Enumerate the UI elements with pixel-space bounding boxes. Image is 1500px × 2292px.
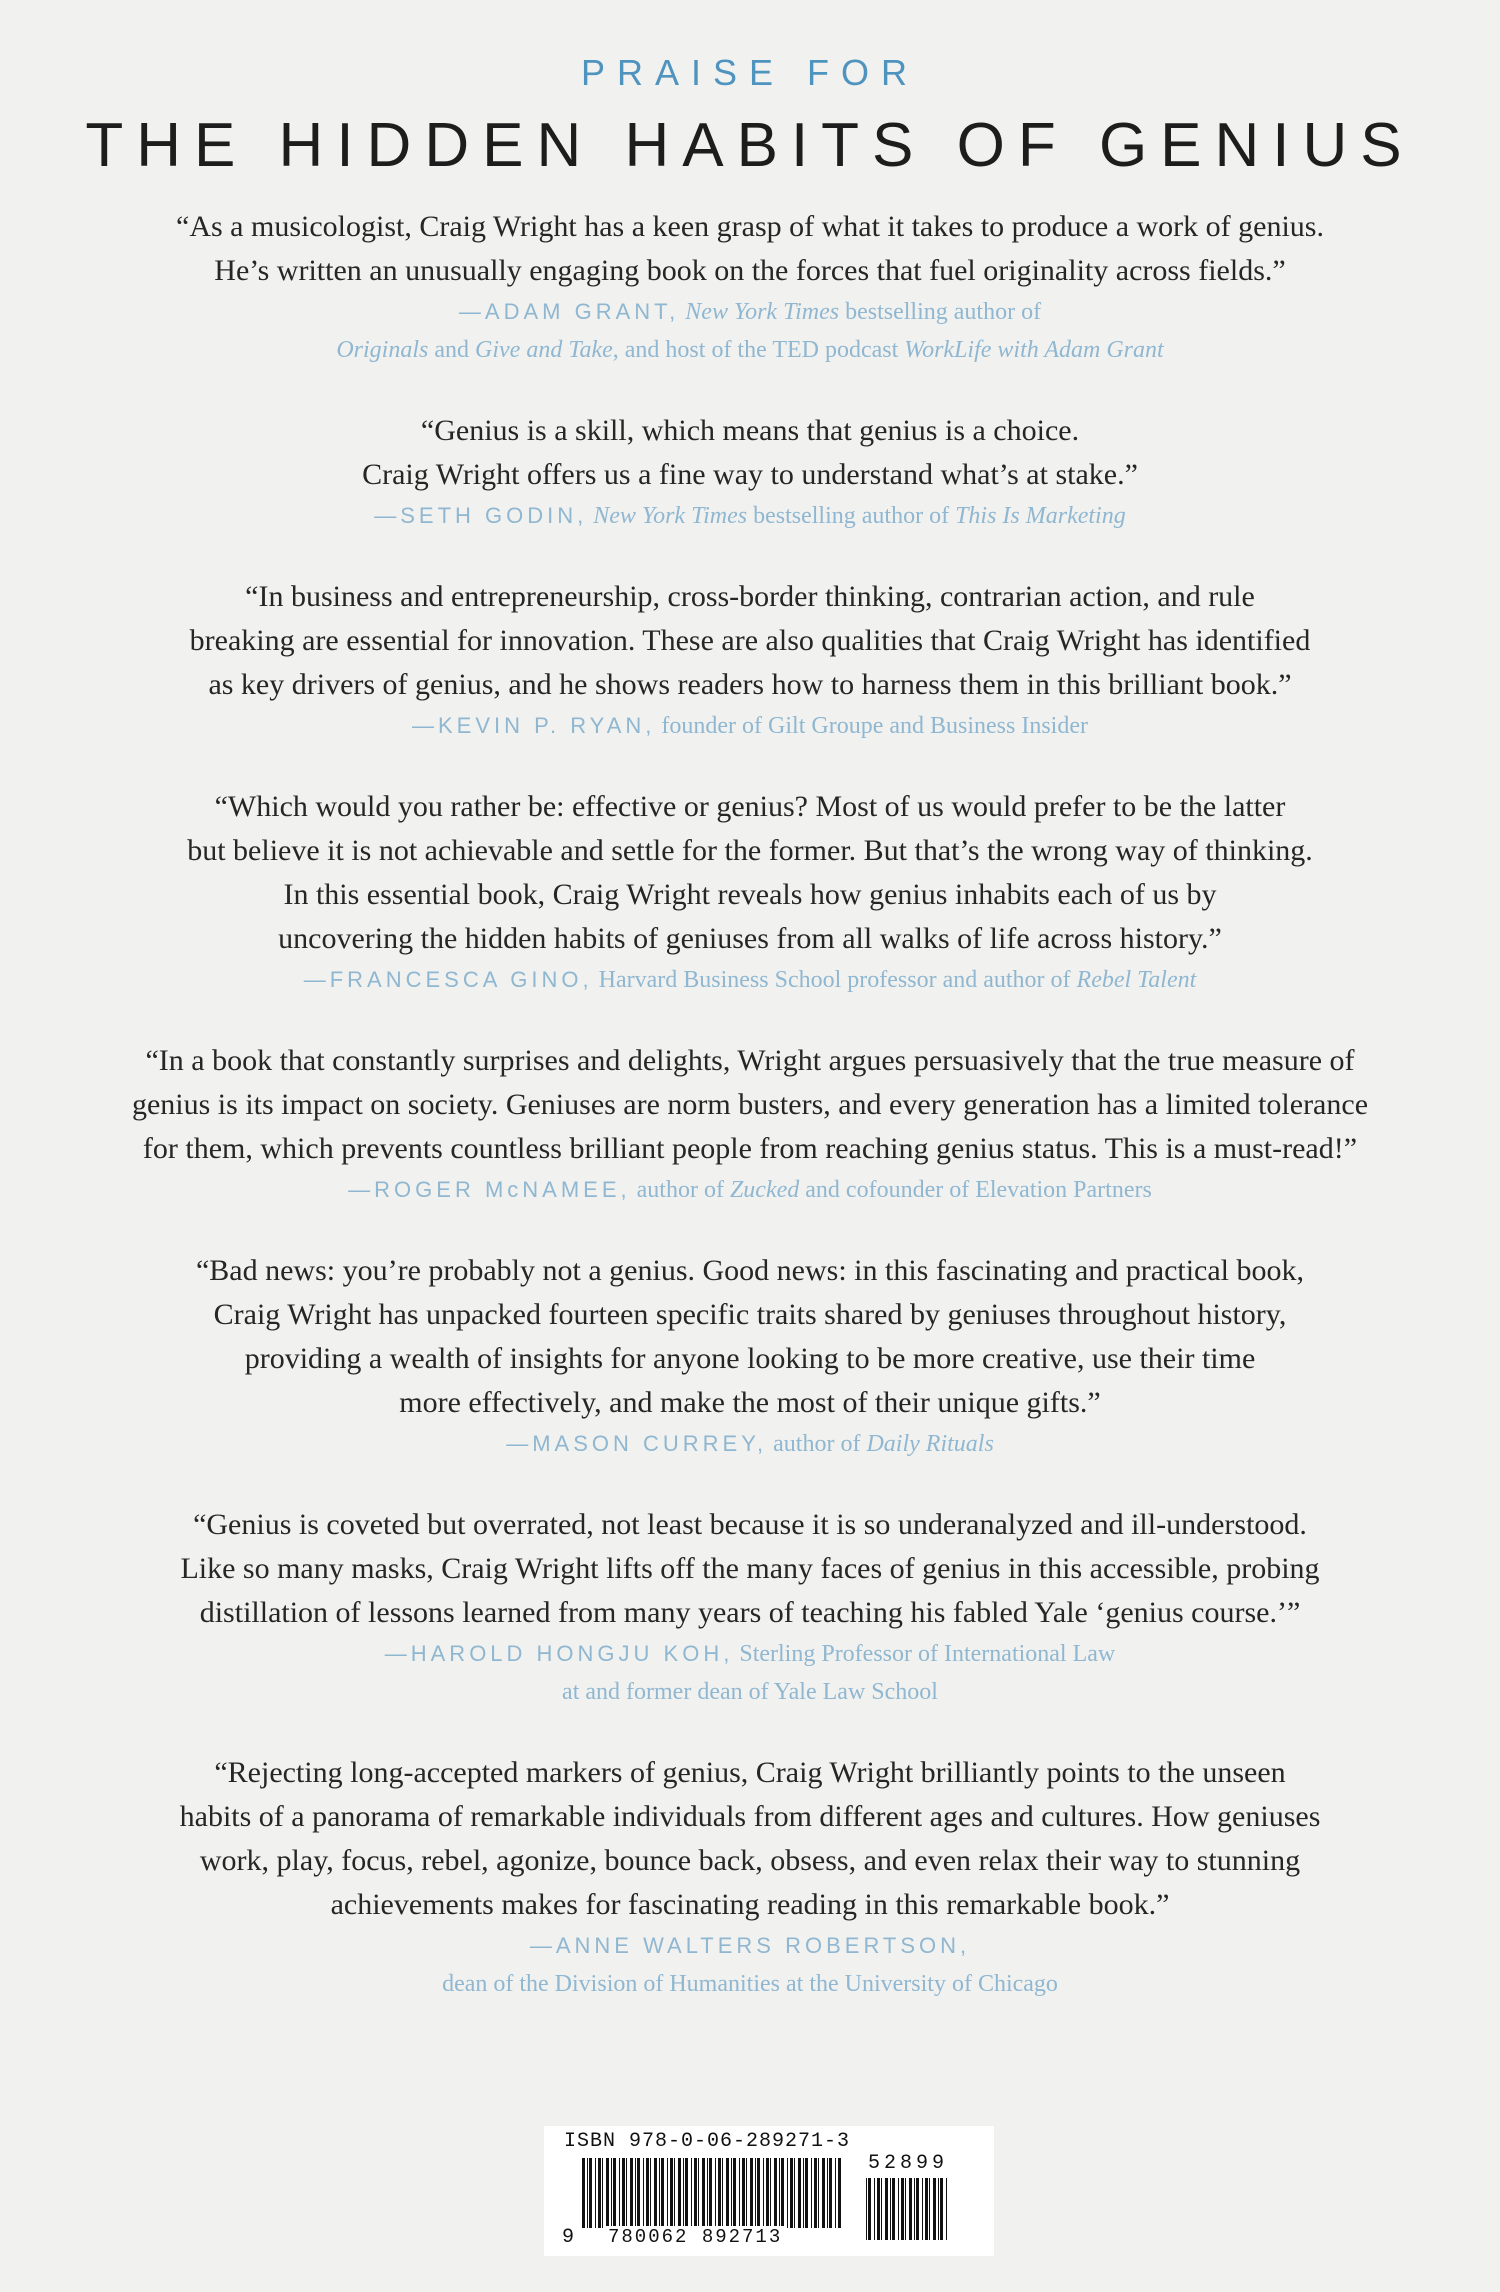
quote-line: habits of a panorama of remarkable individuals from different ages and cultures. How geniuses [179,1800,1321,1833]
quote-line: “In a book that constantly surprises and delights, Wright argues persuasively that the true measure of [145,1044,1355,1077]
blurb-attribution [110,1635,1390,1711]
attribution-text: and [428,337,476,363]
attribution-line [110,497,1390,535]
blurb-quote [110,1503,1390,1635]
quote-line: “As a musicologist, Craig Wright has a keen grasp of what it takes to produce a work of genius. [176,210,1324,243]
quote-line: Craig Wright offers us a fine way to understand what’s at stake.” [362,458,1138,491]
quote-line: “In business and entrepreneurship, cross-border thinking, contrarian action, and rule [245,580,1255,613]
attribution-italic: Originals [336,337,429,363]
attribution-line [110,293,1390,331]
blurb-attribution [110,707,1390,745]
attribution-text: and cofounder of Elevation Partners [799,1177,1152,1203]
quote-line: genius is its impact on society. Geniuses are norm busters, and every generation has a limited tolerance [131,1088,1369,1121]
blurb-quote [110,1249,1390,1425]
blurb-quote [110,409,1390,497]
praise-for-heading: PRAISE FOR [580,52,920,93]
barcode-first-digit: 9 [562,2226,575,2249]
isbn-number: ISBN 978-0-06-289271-3 [564,2130,851,2153]
blurb-quote [110,1039,1390,1171]
attribution-text: founder of Gilt Groupe and Business Insider [661,713,1088,739]
blurb-anne-robertson [110,1751,1390,2003]
blurb-quote [110,205,1390,293]
attribution-italic: This Is Marketing [955,503,1126,529]
attribution-italic: Rebel Talent [1076,967,1197,993]
attribution-name: —ANNE WALTERS ROBERTSON, [529,1933,971,1958]
quote-line: “Bad news: you’re probably not a genius. Good news: in this fascinating and practical book, [195,1254,1305,1287]
book-title: THE HIDDEN HABITS OF GENIUS [85,111,1415,180]
blurb-attribution [110,961,1390,999]
attribution-italic: WorkLife with Adam Grant [904,337,1164,363]
quote-line: more effectively, and make the most of their unique gifts.” [399,1386,1101,1419]
attribution-text: bestselling author of [747,503,956,529]
attribution-italic: Give and Take [475,337,613,363]
attribution-italic: Zucked [729,1177,800,1203]
attribution-line [110,1171,1390,1209]
blurb-quote [110,1751,1390,1927]
quote-line: “Genius is coveted but overrated, not least because it is so underanalyzed and ill-understood. [193,1508,1307,1541]
attribution-italic: Daily Rituals [866,1431,994,1457]
attribution-text: Harvard Business School professor and author of [598,967,1077,993]
quote-line: “Which would you rather be: effective or genius? Most of us would prefer to be the latter [214,790,1286,823]
attribution-text: bestselling author of [839,299,1042,325]
price-barcode-bars-icon [866,2178,948,2240]
barcode-digits: 780062 892713 [608,2226,783,2248]
quote-line: He’s written an unusually engaging book on the forces that fuel originality across fields.” [214,254,1286,287]
attribution-line: at and former dean of Yale Law School [562,1679,938,1705]
quote-line: achievements makes for fascinating reading in this remarkable book.” [330,1888,1170,1921]
blurb-harold-koh [110,1503,1390,1711]
quote-line: providing a wealth of insights for anyone looking to be more creative, use their time [244,1342,1256,1375]
attribution-line [110,1635,1390,1673]
blurb-quote [110,785,1390,961]
attribution-line [110,1425,1390,1463]
quote-line: Like so many masks, Craig Wright lifts off the many faces of genius in this accessible, probing [180,1552,1320,1585]
blurb-seth-godin [110,409,1390,535]
blurb-attribution [110,1927,1390,2003]
quote-line: In this essential book, Craig Wright reveals how genius inhabits each of us by [283,878,1217,911]
quote-line: work, play, focus, rebel, agonize, bounce back, obsess, and even relax their way to stunning [199,1844,1301,1877]
attribution-text: author of [773,1431,867,1457]
quote-line: as key drivers of genius, and he shows readers how to harness them in this brilliant book.” [208,668,1292,701]
attribution-line [110,1927,1390,1965]
attribution-name: —FRANCESCA GINO, [303,967,593,992]
blurb-adam-grant [110,205,1390,369]
attribution-italic: New York Times [685,299,840,325]
blurb-attribution [110,1425,1390,1463]
quote-line: distillation of lessons learned from many years of teaching his fabled Yale ‘genius course.’” [199,1596,1301,1629]
attribution-text: , and host of the TED podcast [612,337,905,363]
attribution-name: —MASON CURREY, [506,1431,768,1456]
blurb-attribution [110,293,1390,369]
quote-line: but believe it is not achievable and settle for the former. But that’s the wrong way of thinking. [187,834,1313,867]
quote-line: “Rejecting long-accepted markers of genius, Craig Wright brilliantly points to the unseen [214,1756,1286,1789]
attribution-italic: New York Times [593,503,748,529]
blurb-list [110,205,1390,2043]
attribution-name: —HAROLD HONGJU KOH, [384,1641,734,1666]
blurb-roger-mcnamee [110,1039,1390,1209]
attribution-name: —KEVIN P. RYAN, [412,713,656,738]
blurb-mason-currey [110,1249,1390,1463]
blurb-attribution [110,497,1390,535]
attribution-text: Sterling Professor of International Law [739,1641,1116,1667]
quote-line: for them, which prevents countless brilliant people from reaching genius status. This is a must-read!” [142,1132,1358,1165]
blurb-francesca-gino [110,785,1390,999]
attribution-name: —ADAM GRANT, [458,299,680,324]
attribution-name: —ROGER McNAMEE, [348,1177,631,1202]
attribution-line [110,961,1390,999]
isbn-barcode [544,2126,994,2256]
blurb-kevin-ryan [110,575,1390,745]
attribution-name: —SETH GODIN, [374,503,588,528]
quote-line: “Genius is a skill, which means that genius is a choice. [420,414,1080,447]
blurb-quote [110,575,1390,707]
attribution-text: author of [636,1177,730,1203]
attribution-line: dean of the Division of Humanities at the University of Chicago [442,1971,1058,1997]
blurb-attribution [110,1171,1390,1209]
price-code: 52899 [868,2152,949,2175]
quote-line: breaking are essential for innovation. These are also qualities that Craig Wright has identified [189,624,1311,657]
quote-line: Craig Wright has unpacked fourteen specific traits shared by geniuses throughout history, [213,1298,1287,1331]
attribution-line [110,331,1390,369]
quote-line: uncovering the hidden habits of geniuses from all walks of life across history.” [278,922,1222,955]
attribution-line [110,707,1390,745]
